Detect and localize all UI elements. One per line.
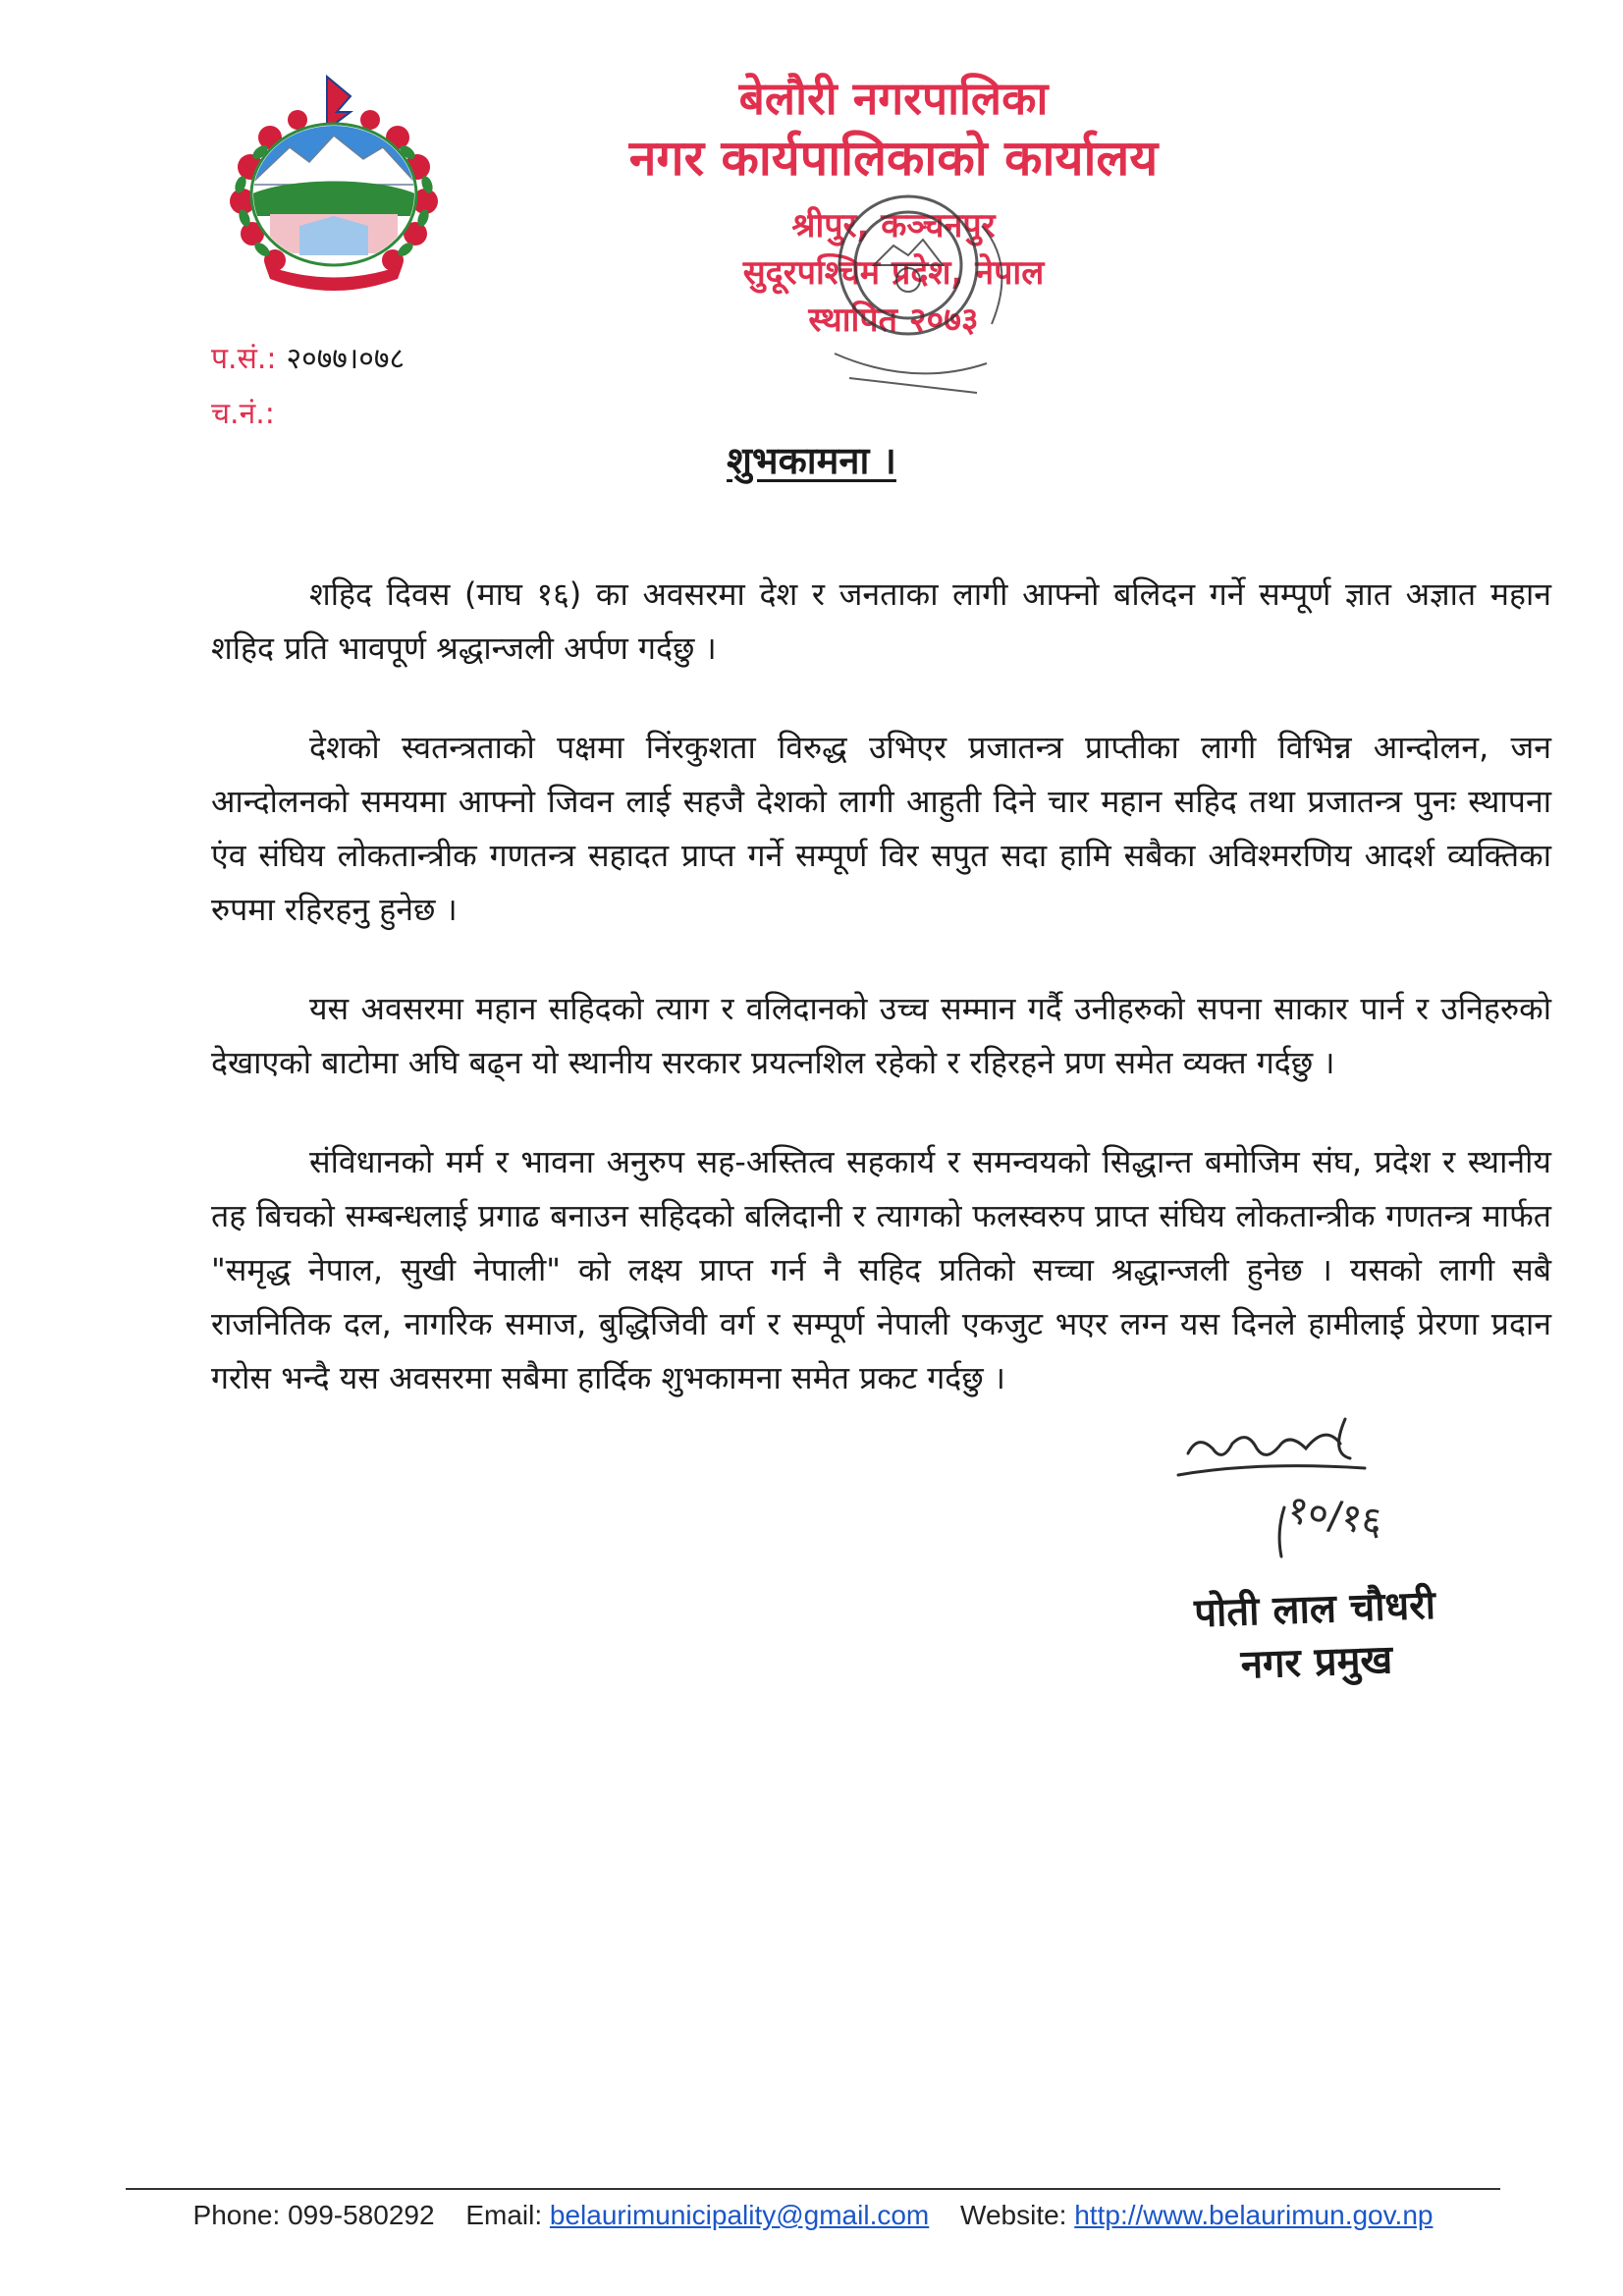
office-name: नगर कार्यपालिकाको कार्यालय: [628, 129, 1159, 187]
letter-subject: शुभकामना ।: [727, 439, 896, 482]
body-paragraph: संविधानको मर्म र भावना अनुरुप सह-अस्तित्व सहकार्य र समन्वयको सिद्धान्त बमोजिम संघ, प्रदेश र स्थानीय तह बिचको सम्बन्धलाई प्रगाढ बनाउन सहिदको बलिदानी र त्यागको फलस्वरुप प्राप्त संघिय लोकतान्त्रीक गणतन्त्र मार्फत "समृद्ध नेपाल, सुखी नेपाली" को लक्ष्य प्राप्त गर्न नै सहिद प्रतिको सच्चा श्रद्धान्जली हुनेछ । यसको लागी सबै राजनितिक दल, नागरिक समाज, बुद्धिजिवी वर्ग र सम्पूर्ण नेपाली एकजुट भएर लग्न यस दिनले हामीलाई प्रेरणा प्रदान गरोस भन्दै यस अवसरमा सबैमा हार्दिक शुभकामना समेत प्रकट गर्दछु ।: [211, 1143, 1551, 1396]
phone-label: Phone:: [192, 2200, 281, 2230]
office-province: सुदूरपश्चिम प्रदेश, नेपाल: [742, 252, 1045, 293]
footer-divider: [126, 2188, 1500, 2190]
office-address: श्रीपुर, कञ्चनपुर: [791, 206, 996, 246]
established-note: स्थापित २०७३: [808, 300, 979, 340]
footer-contact: [126, 2200, 1500, 2231]
chalani-number-label: च.नं.:: [211, 397, 275, 431]
patra-sankhya-value: २०७७।०७८: [286, 342, 406, 376]
body-paragraph: यस अवसरमा महान सहिदको त्याग र वलिदानको उच्च सम्मान गर्दै उनीहरुको सपना साकार पार्न र उनिहरुको देखाएको बाटोमा अघि बढ्न यो स्थानीय सरकार प्रयत्नशिल रहेको र रहिरहने प्रण समेत व्यक्त गर्दछु ।: [211, 990, 1551, 1081]
body-paragraph: शहिद दिवस (माघ १६) का अवसरमा देश र जनताका लागी आफ्नो बलिदन गर्ने सम्पूर्ण ज्ञात अज्ञात महान शहिद प्रति भावपूर्ण श्रद्धान्जली अर्पण गर्दछु ।: [211, 575, 1551, 667]
body-paragraph: देशको स्वतन्त्रताको पक्षमा निंरकुशता विरुद्ध उभिएर प्रजातन्त्र प्राप्तीका लागी विभिन्न आन्दोलन, जन आन्दोलनको समयमा आफ्नो जिवन लाई सहजै देशको लागी आहुती दिने चार महान सहिद तथा प्रजातन्त्र पुनः स्थापना एंव संघिय लोकतान्त्रीक गणतन्त्र सहादत प्राप्त गर्ने सम्पूर्ण विर सपुत सदा हामि सबैका अविश्मरणिय आदर्श व्यक्तिका रुपमा रहिरहनु हुनेछ ।: [211, 729, 1551, 928]
patra-sankhya-label: प.सं.:: [211, 342, 277, 376]
handwritten-date: १०/१६: [1284, 1487, 1385, 1546]
nepal-government-emblem: [211, 69, 457, 295]
signer-title: नगर प्रमुख: [1239, 1637, 1393, 1688]
signer-block: [1117, 1576, 1514, 1696]
email-link[interactable]: belaurimunicipality@gmail.com: [549, 2200, 930, 2230]
website-label: Website:: [960, 2200, 1067, 2230]
email-label: Email:: [465, 2200, 543, 2230]
official-seal-stamp: [805, 157, 1031, 412]
patra-sankhya: [211, 332, 405, 387]
handwritten-signature: [1168, 1414, 1394, 1581]
phone-number: 099-580292: [288, 2200, 435, 2230]
letter-body: [211, 568, 1551, 1450]
reference-numbers: [211, 332, 405, 442]
website-link[interactable]: http://www.belaurimun.gov.np: [1074, 2200, 1434, 2230]
municipality-name: बेलौरी नगरपालिका: [738, 72, 1049, 125]
signer-name: पोती लाल चौधरी: [1193, 1582, 1436, 1637]
